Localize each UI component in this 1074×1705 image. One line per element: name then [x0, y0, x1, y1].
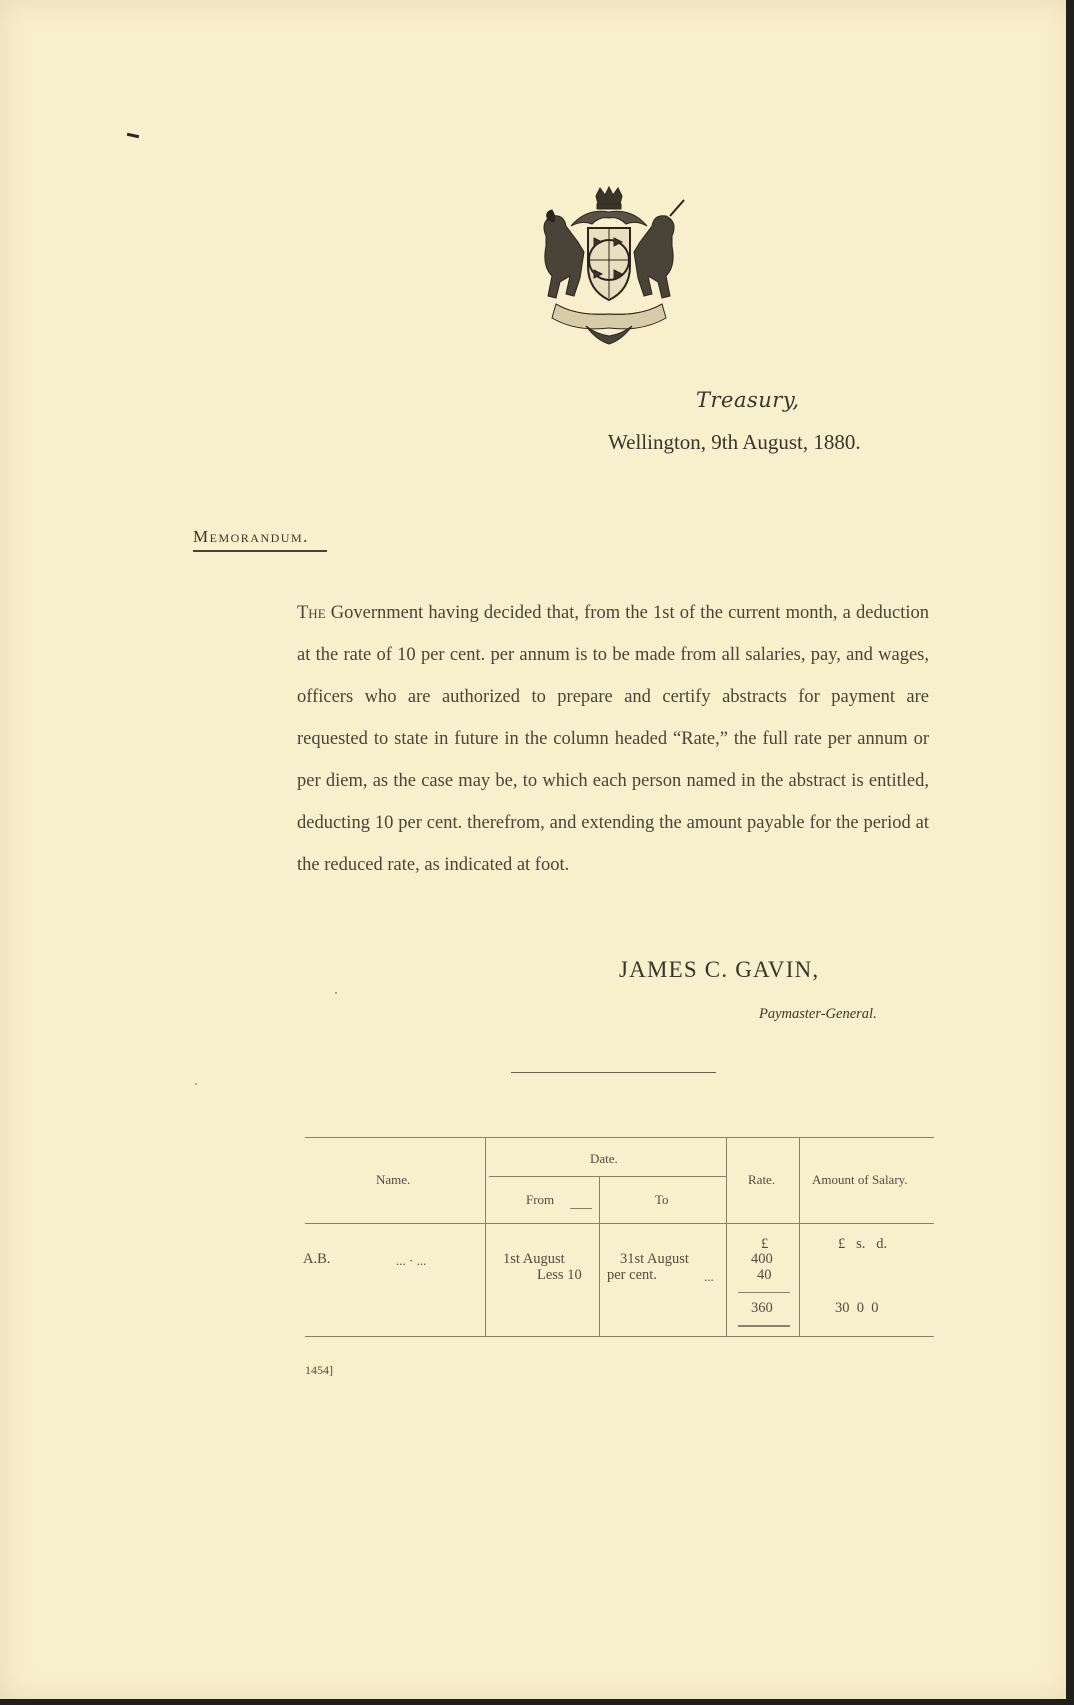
- ink-mark: [127, 133, 139, 138]
- memo-heading: Memorandum.: [193, 527, 309, 546]
- row-from-date: 1st August: [503, 1251, 565, 1267]
- office-name: Treasury,: [696, 388, 800, 412]
- table-header-rule: [305, 1223, 934, 1224]
- memo-body: [297, 592, 929, 886]
- from-tick-mark: [570, 1208, 592, 1209]
- paper-speck: [195, 1083, 197, 1085]
- memo-body-lead: The: [297, 603, 326, 623]
- row-name-leader: ... · ...: [396, 1253, 427, 1268]
- row-from-note: Less 10: [537, 1267, 582, 1283]
- header-amount: Amount of Salary.: [812, 1172, 908, 1187]
- row-to-note: per cent.: [607, 1267, 657, 1283]
- row-to-leader: ...: [704, 1269, 714, 1284]
- rate-currency: £: [761, 1236, 769, 1252]
- column-divider: [726, 1138, 727, 1336]
- amount-units: £ s. d.: [838, 1236, 888, 1252]
- subtotal-rule: [738, 1292, 790, 1293]
- header-name: Name.: [376, 1172, 411, 1187]
- heading-underline: [193, 550, 327, 552]
- rate-deduction: 40: [757, 1267, 772, 1283]
- date-subheader-rule: [489, 1176, 726, 1177]
- total-underline: [738, 1325, 790, 1327]
- column-divider: [799, 1138, 800, 1336]
- amount-value: 30 0 0: [835, 1300, 879, 1316]
- scan-edge-right: [1066, 0, 1074, 1705]
- section-divider: [511, 1072, 716, 1073]
- header-date: Date.: [590, 1151, 618, 1166]
- royal-coat-of-arms-icon: [526, 186, 692, 346]
- rate-full: 400: [751, 1251, 773, 1267]
- row-to-date: 31st August: [620, 1251, 689, 1267]
- header-from: From: [526, 1192, 555, 1207]
- table-top-rule: [305, 1137, 934, 1138]
- paper-speck: [335, 992, 337, 994]
- signatory-title: Paymaster-General.: [759, 1006, 877, 1022]
- header-to: To: [655, 1192, 669, 1207]
- signatory-name: JAMES C. GAVIN,: [619, 957, 820, 982]
- table-bottom-rule: [305, 1336, 934, 1337]
- header-rate: Rate.: [748, 1172, 776, 1187]
- row-name: A.B.: [303, 1251, 331, 1267]
- date-line: Wellington, 9th August, 1880.: [608, 430, 861, 454]
- memo-body-text: Government having decided that, from the 1st of the current month, a deduction at the rate of 10 per cent. per annum is to be made from all salaries, pay, and wages, officers who are authorized to prepare and certify abstracts for payment are requested to state in future in the column headed “Rate,” the full rate per annum or per diem, as the case may be, to which each person named in the abstract is entitled, deducting 10 per cent. therefrom, and extending the amount payable for the period at the reduced rate, as indicated at foot.: [297, 603, 929, 875]
- column-divider: [485, 1138, 486, 1336]
- form-number: 1454]: [305, 1363, 333, 1377]
- rate-net: 360: [751, 1300, 773, 1316]
- column-divider: [599, 1177, 600, 1336]
- scan-edge-bottom: [0, 1699, 1074, 1705]
